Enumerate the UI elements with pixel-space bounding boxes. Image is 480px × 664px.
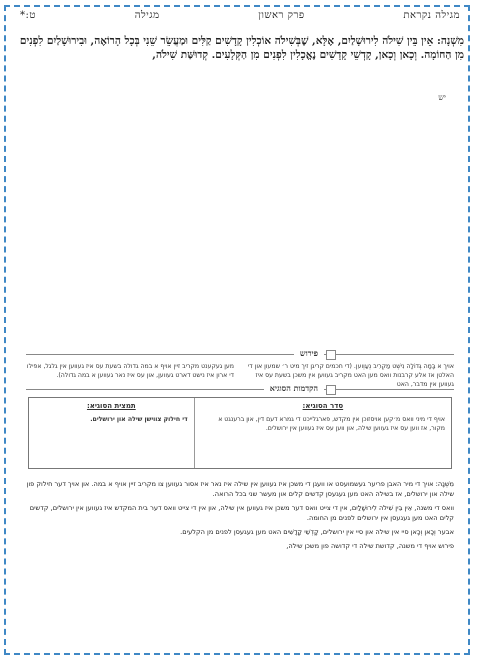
seder-hasugya-text: אויף די מיני וואס מ׳קען אויסזוכן אין מקדש, פארגלייכט די גמרא דעם דין, און ברענגט א מקור, אז ווען עס איז געווען שילה, און ווען עס איז געווען אין ירושלים. <box>218 416 445 432</box>
peirush-right-column: אויך א בָּמָה גְּדוֹלָה נִישְׁט מַקְרִיב נְעַוְוען. (די חכמים קריגן זיך מיט ר׳ שמעון און די האלטן אז אלע קרבנות וואס מען האט מקריב געווען אין משכן בשעת עס איז געווען אין מדבר, האט <box>247 363 454 388</box>
tamtzis-hasugya-cell <box>29 398 195 468</box>
main-explanation <box>26 479 454 555</box>
marginal-marker: יש <box>438 93 446 102</box>
divider-line <box>26 389 454 390</box>
explanation-paragraph: אבער וְכָאן וְכָאן סיי אין שילה און סיי אין ירושלים, קָדְשֵׁי קָדָשִׁים האט מען געגעסן לפנים מן הקלעים. <box>180 528 454 536</box>
divider-ornament <box>326 385 336 395</box>
hakdama-title: הקדמות הסוגיא <box>264 383 324 393</box>
divider-ornament <box>326 350 336 360</box>
header-folio-number: ט:* <box>20 10 36 21</box>
explanation-paragraph: פירוש אויף די משנה, קדושת שילה די קדושה פון משכן שילה, <box>286 542 454 550</box>
mishnah-block <box>16 34 464 62</box>
seder-hasugya-title: סדר הסוגיא: <box>302 402 344 410</box>
tamtzis-hasugya-text: די חילוק צווישן שילה און ירושלים. <box>90 416 188 423</box>
page-border <box>4 5 470 655</box>
peirush-title: פירוש <box>294 348 324 358</box>
header-tractate-text: מגילה <box>134 10 160 21</box>
header-right-text: מגילה נקראת <box>403 10 460 21</box>
peirush-left-column: מען געקענט מקריב זיין אויף א במה גדולה בשעת עס איז געווען אין גלגל, אפילו די ארון איז נישט דארט געווען, און עס איז נאר געווען א במה גדולה). <box>26 363 234 379</box>
mishnah-lead: מִשְׁנָה: <box>437 35 464 47</box>
tamtzis-hasugya-title: תמצית הסוגיא: <box>86 402 136 410</box>
header-chapter-text: פרק ראשון <box>258 10 305 21</box>
hakdama-divider <box>26 384 454 394</box>
seder-hasugya-cell <box>195 398 451 468</box>
explanation-paragraph: מִשְׁנָה: אויך די מיר האבן פריער געשמועסט או וועגן די משכן איז געווען אין שילה איז נאר איז אסור געווען צו מקריב זיין אויף א במה. און אויך דער חילוק פון שילה און ירושלים, אז בשילה האט מען געגעסן קדשים קלים און מעשר שני בכל הרואה. <box>26 480 454 498</box>
divider-line <box>26 354 454 355</box>
explanation-paragraph: וואס די משנה, אֵין בֵּין שִׁילֹה לִירוּשָׁלַיִם, אין די צייט וואס דער משכן איז געווען אין שילה, און אין די צייט וואס דער בית המקדש איז געווען אין ירושלים, קדשים קלים האט מען געגעסן אין ירושלים לפנים מן החומה. <box>29 504 454 522</box>
sugya-summary-box <box>28 397 452 469</box>
peirush-divider <box>26 349 454 359</box>
page-header <box>20 10 460 28</box>
mishnah-text: אֵין בֵּין שִׁילֹה לִירוּשָׁלַיִם, אֶלָּא, שֶׁבְּשִׁילֹה אוֹכְלִין קָדָשִׁים קַלִּים וּמַעֲשֵׂר שֵׁנִי בְּכָל הָרוֹאֶה, וּבִירוּשָׁלַיִם לִפְנִים מִן הַחוֹמָה. וְכָאן וְכָאן, קָדְשֵׁי קָדָשִׁים נֶאֱכָלִין לִפְנִים מִן הַקְּלָעִים. קְדוּשַּׁת שִׁילֹה, <box>19 35 464 61</box>
